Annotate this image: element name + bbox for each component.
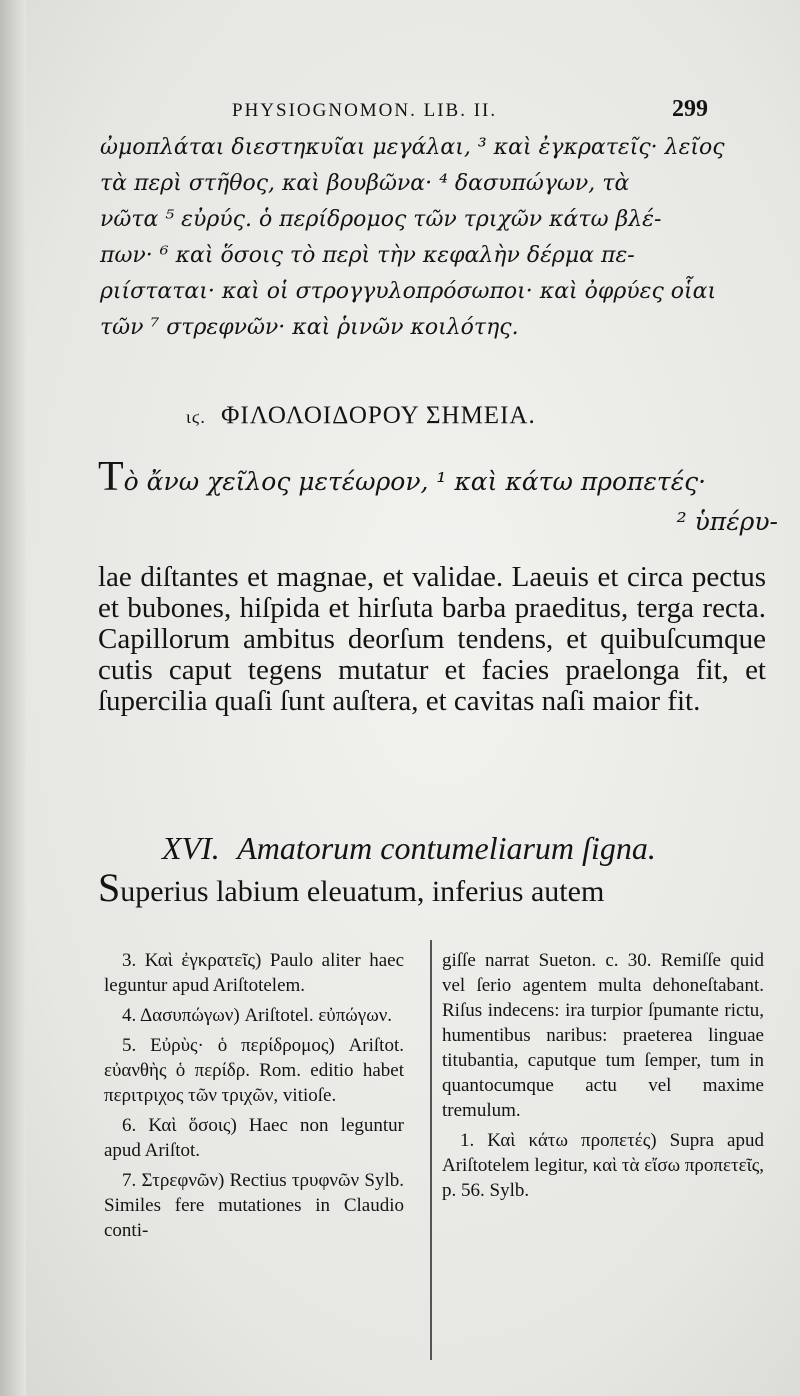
- greek-section-heading: [186, 402, 686, 430]
- latin-text-block: lae diſtantes et magnae, et validae. Laeuis et circa pectus et bubones, hiſpida et hirſuta barba praeditus, terga recta. Capillorum ambitus deorſum tendens, et quibuſcumque cutis caput tegens mutatur et facies praelonga fit, et ſupercilia quaſi ſunt auſtera, et cavitas naſi maior fit.: [98, 561, 766, 717]
- footnote: 7. Στρεφνῶν) Rectius τρυφνῶν Sylb. Similes fere mutationes in Claudio conti-: [104, 1170, 404, 1241]
- latin-section-intro: [98, 865, 788, 910]
- page-number: 299: [672, 96, 708, 122]
- latin-section-heading: [162, 830, 722, 867]
- greek-line: τῶν ⁷ στρεφνῶν· καὶ ῥινῶν κοιλότης.: [100, 315, 519, 340]
- footnote: 3. Καὶ ἐγκρατεῖς) Paulo aliter haec leguntur apud Ariſtotelem.: [104, 950, 404, 996]
- running-head: PHYSIOGNOMON. LIB. II.: [232, 100, 498, 121]
- greek-line: νῶτα ⁵ εὐρύς. ὁ περίδρομος τῶν τριχῶν κάτω βλέ-: [100, 207, 662, 232]
- page-gutter-shadow: [0, 0, 26, 1396]
- greek-text-block: [100, 130, 766, 346]
- greek-section-number: ιϛ.: [186, 407, 206, 427]
- footnotes-right-column: [442, 948, 764, 1208]
- greek-initial-letter: Τ: [98, 454, 124, 500]
- footnote-continuation: giſſe narrat Sueton. c. 30. Remiſſe quid vel ſerio agentem multa dehoneſtabant. Riſus indecens: ira turpior ſpumante rictu, humentibus naribus: praeterea linguae titubantia, caputque tum ſemper, tum in quantocumque actu vel maxime tremulum.: [442, 950, 764, 1121]
- footnote: 4. Δασυπώγων) Ariſtotel. εὐπώγων.: [122, 1005, 393, 1026]
- footnotes-left-column: [104, 948, 404, 1248]
- latin-section-number: XVI.: [162, 830, 220, 866]
- greek-line: ριίσταται· καὶ οἱ στρογγυλοπρόσωποι· καὶ ὀφρύες οἷαι: [100, 279, 717, 304]
- latin-intro-text: uperius labium eleuatum, inferius autem: [120, 875, 605, 908]
- greek-intro-line: ὸ ἄνω χεῖλος μετέωρον, ¹ καὶ κάτω προπετές·: [123, 467, 707, 496]
- footnote: 5. Εὐρὺς· ὁ περίδρομος) Ariſtot. εὐανθὴς ὁ περίδρ. Rom. editio habet περιτριχος τῶν τριχῶν, vitioſe.: [104, 1035, 404, 1106]
- greek-line: τὰ περὶ στῆθος, καὶ βουβῶνα· ⁴ δασυπώγων, τὰ: [100, 171, 630, 196]
- greek-line: πων· ⁶ καὶ ὅσοις τὸ περὶ τὴν κεφαλὴν δέρμα πε-: [100, 243, 635, 268]
- footnote-column-divider: [430, 940, 432, 1360]
- greek-intro-line: ² ὑπέρυ-: [676, 507, 778, 536]
- footnote: 6. Καὶ ὅσοις) Haec non leguntur apud Ariſtot.: [104, 1115, 404, 1161]
- greek-line: ὠμοπλάται διεστηκυῖαι μεγάλαι, ³ καὶ ἐγκρατεῖς· λεῖος: [100, 135, 725, 160]
- latin-initial-letter: S: [98, 865, 121, 910]
- greek-section-intro: [98, 454, 778, 545]
- greek-section-title: ΦΙΛΟΛΟΙΔΟΡΟΥ ΣΗΜΕΙΑ.: [221, 402, 536, 429]
- latin-section-title: Amatorum contumeliarum ſigna.: [237, 830, 656, 866]
- footnote: 1. Καὶ κάτω προπετές) Supra apud Ariſtotelem legitur, καὶ τὰ εἴσω προπετεῖς, p. 56. Sylb.: [442, 1130, 764, 1201]
